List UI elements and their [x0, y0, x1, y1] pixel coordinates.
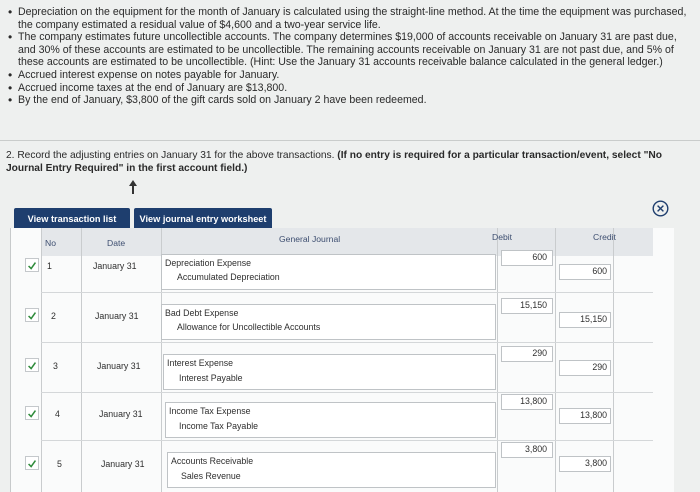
- question-text: [6, 150, 694, 175]
- entry-number: 2: [51, 311, 56, 321]
- column-header-date: Date: [107, 238, 126, 248]
- entry-number: 1: [47, 261, 52, 271]
- entry-number: 5: [57, 459, 62, 469]
- debit-amount: 600: [532, 252, 547, 262]
- view-journal-worksheet-button[interactable]: View journal entry worksheet: [134, 208, 272, 230]
- debit-account: Bad Debt Expense: [165, 308, 239, 318]
- entry-date: January 31: [99, 409, 143, 419]
- check-icon: [26, 458, 38, 470]
- entry-number: 3: [53, 361, 58, 371]
- list-item: • Accrued income taxes at the end of January are $13,800.: [8, 80, 288, 95]
- bullet-text: Accrued interest expense on notes payable for January.: [18, 68, 280, 81]
- bullet-text: Accrued income taxes at the end of January are $13,800.: [18, 81, 288, 94]
- entry-number: 4: [55, 409, 60, 419]
- credit-amount: 290: [592, 362, 607, 372]
- debit-account: Income Tax Expense: [169, 406, 251, 416]
- credit-account: Accumulated Depreciation: [177, 272, 280, 282]
- check-icon: [26, 360, 38, 372]
- bullet-text: By the end of January, $3,800 of the gift cards sold on January 2 have been redeemed.: [18, 94, 427, 107]
- section-divider: [0, 140, 700, 141]
- credit-amount: 15,150: [580, 314, 607, 324]
- edit-checkbox[interactable]: [25, 258, 39, 272]
- column-header-no: No: [45, 238, 56, 248]
- entry-date: January 31: [97, 361, 141, 371]
- credit-account: Sales Revenue: [181, 471, 241, 481]
- bullet-text: Depreciation on the equipment for the month of January is calculated using the straight-line method. At the time the equipment was purchased, the company estimated a residual value of $4,600 and a two-year service life.: [18, 6, 687, 31]
- list-item: • By the end of January, $3,800 of the gift cards sold on January 2 have been redeemed.: [8, 93, 427, 108]
- list-item: • Depreciation on the equipment for the month of January is calculated using the straight-line method. At the time the equipment was purchased, the company estimated a residual value of $4,600 and a two-year service life.: [8, 5, 687, 31]
- instructions-list: [6, 6, 694, 107]
- question-instruction: (If no entry is required for a particular transaction/event, select "No Journal Entry Required" in the first account field.): [6, 150, 662, 174]
- edit-checkbox[interactable]: [25, 456, 39, 470]
- column-header-journal: General Journal: [279, 234, 341, 244]
- check-icon: [26, 408, 38, 420]
- check-icon: [26, 260, 38, 272]
- credit-amount: 3,800: [584, 458, 607, 468]
- debit-amount: 290: [532, 348, 547, 358]
- edit-checkbox[interactable]: [25, 308, 39, 322]
- debit-amount: 13,800: [520, 396, 547, 406]
- debit-account: Interest Expense: [167, 358, 234, 368]
- cursor-icon: [128, 180, 138, 194]
- debit-account: Accounts Receivable: [171, 456, 254, 466]
- bullet-text: The company estimates future uncollectible accounts. The company determines $19,000 of accounts receivable on January 31 are past due, and 30% of these accounts are estimated to be uncollectible. The remaining accounts receivable on January 31 are not past due, and 5% of these accounts are estimated to be uncollectible. (Hint: Use the January 31 accounts receivable balance calculated in the general ledger.): [18, 31, 677, 69]
- entry-date: January 31: [101, 459, 145, 469]
- table-header: [41, 228, 653, 256]
- debit-amount: 3,800: [524, 444, 547, 454]
- view-transaction-list-button[interactable]: View transaction list: [14, 208, 130, 230]
- column-header-credit: Credit: [593, 232, 616, 242]
- entry-date: January 31: [93, 261, 137, 271]
- edit-checkbox[interactable]: [25, 358, 39, 372]
- credit-account: Interest Payable: [179, 373, 243, 383]
- list-item: • The company estimates future uncollectible accounts. The company determines $19,000 of accounts receivable on January 31 are past due, and 30% of these accounts are estimated to be uncollectible. The remaining accounts receivable on January 31 are not past due, and 5% of these accounts are estimated to be uncollectible. (Hint: Use the January 31 accounts receivable balance calculated in the general ledger.): [8, 30, 677, 69]
- debit-account: Depreciation Expense: [165, 258, 252, 268]
- journal-table: [10, 228, 674, 492]
- debit-amount: 15,150: [520, 300, 547, 310]
- credit-account: Allowance for Uncollectible Accounts: [177, 322, 321, 332]
- credit-amount: 13,800: [580, 410, 607, 420]
- question-prompt: 2. Record the adjusting entries on January 31 for the above transactions.: [6, 150, 338, 161]
- list-item: • Accrued interest expense on notes payable for January.: [8, 67, 280, 82]
- column-header-debit: Debit: [492, 232, 513, 242]
- edit-checkbox[interactable]: [25, 406, 39, 420]
- check-icon: [26, 310, 38, 322]
- entry-date: January 31: [95, 311, 139, 321]
- credit-account: Income Tax Payable: [179, 421, 259, 431]
- close-icon[interactable]: [652, 200, 669, 217]
- credit-amount: 600: [592, 266, 607, 276]
